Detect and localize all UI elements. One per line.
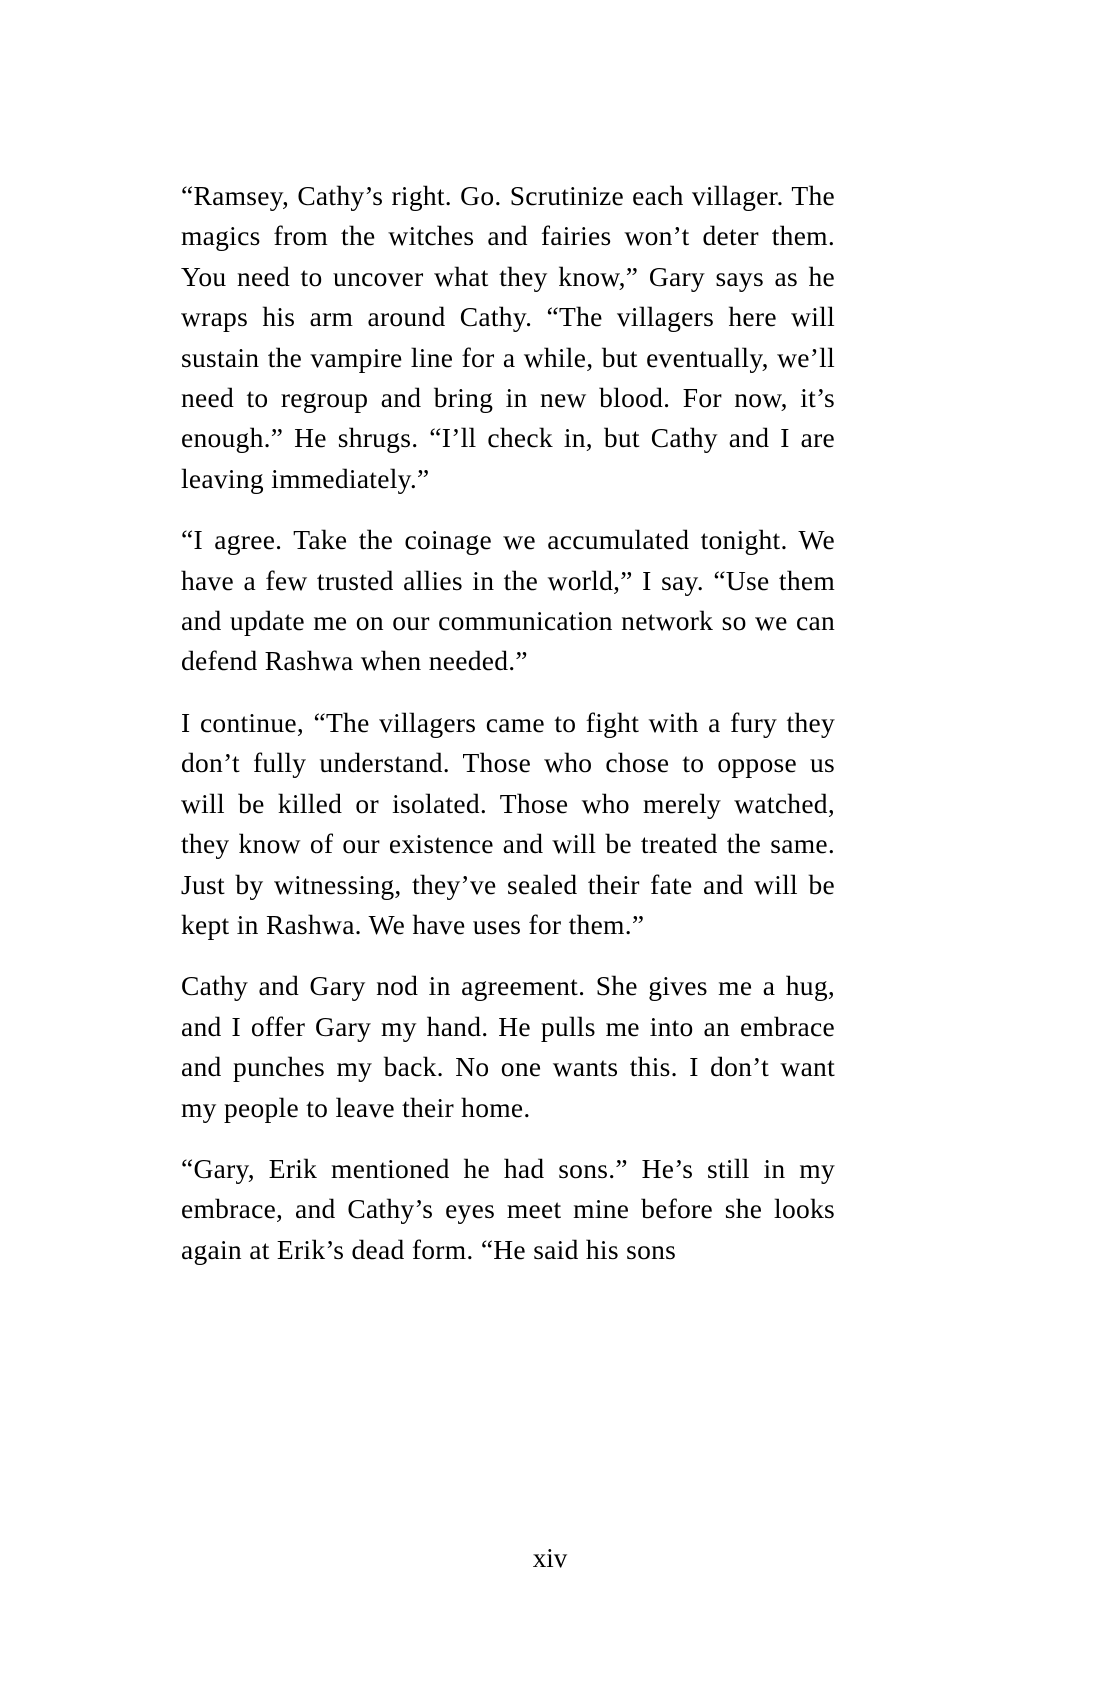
- body-text-block: [181, 176, 835, 1270]
- paragraph: “Gary, Erik mentioned he had sons.” He’s still in my embrace, and Cathy’s eyes meet mine before she looks again at Erik’s dead form. “He said his sons: [181, 1152, 835, 1265]
- paragraph: “Ramsey, Cathy’s right. Go. Scrutinize each villager. The magics from the witches and fairies won’t deter them. You need to uncover what they know,” Gary says as he wraps his arm around Cathy. “The villagers here will sustain the vampire line for a while, but eventually, we’ll need to regroup and bring in new blood. For now, it’s enough.” He shrugs. “I’ll check in, but Cathy and I are leaving immediately.”: [181, 180, 835, 494]
- paragraph: Cathy and Gary nod in agreement. She gives me a hug, and I offer Gary my hand. He pulls me into an embrace and punches my back. No one wants this. I don’t want my people to leave their home.: [181, 970, 835, 1123]
- paragraph: I continue, “The villagers came to fight with a fury they don’t fully understand. Those who chose to oppose us will be killed or isolated. Those who merely watched, they know of our existence and will be treated the same. Just by witnessing, they’ve sealed their fate and will be kept in Rashwa. We have uses for them.”: [181, 706, 835, 940]
- paragraph: “I agree. Take the coinage we accumulated tonight. We have a few trusted allies in the world,” I say. “Use them and update me on our communication network so we can defend Rashwa when needed.”: [181, 524, 835, 677]
- page-number: xiv: [532, 1543, 568, 1573]
